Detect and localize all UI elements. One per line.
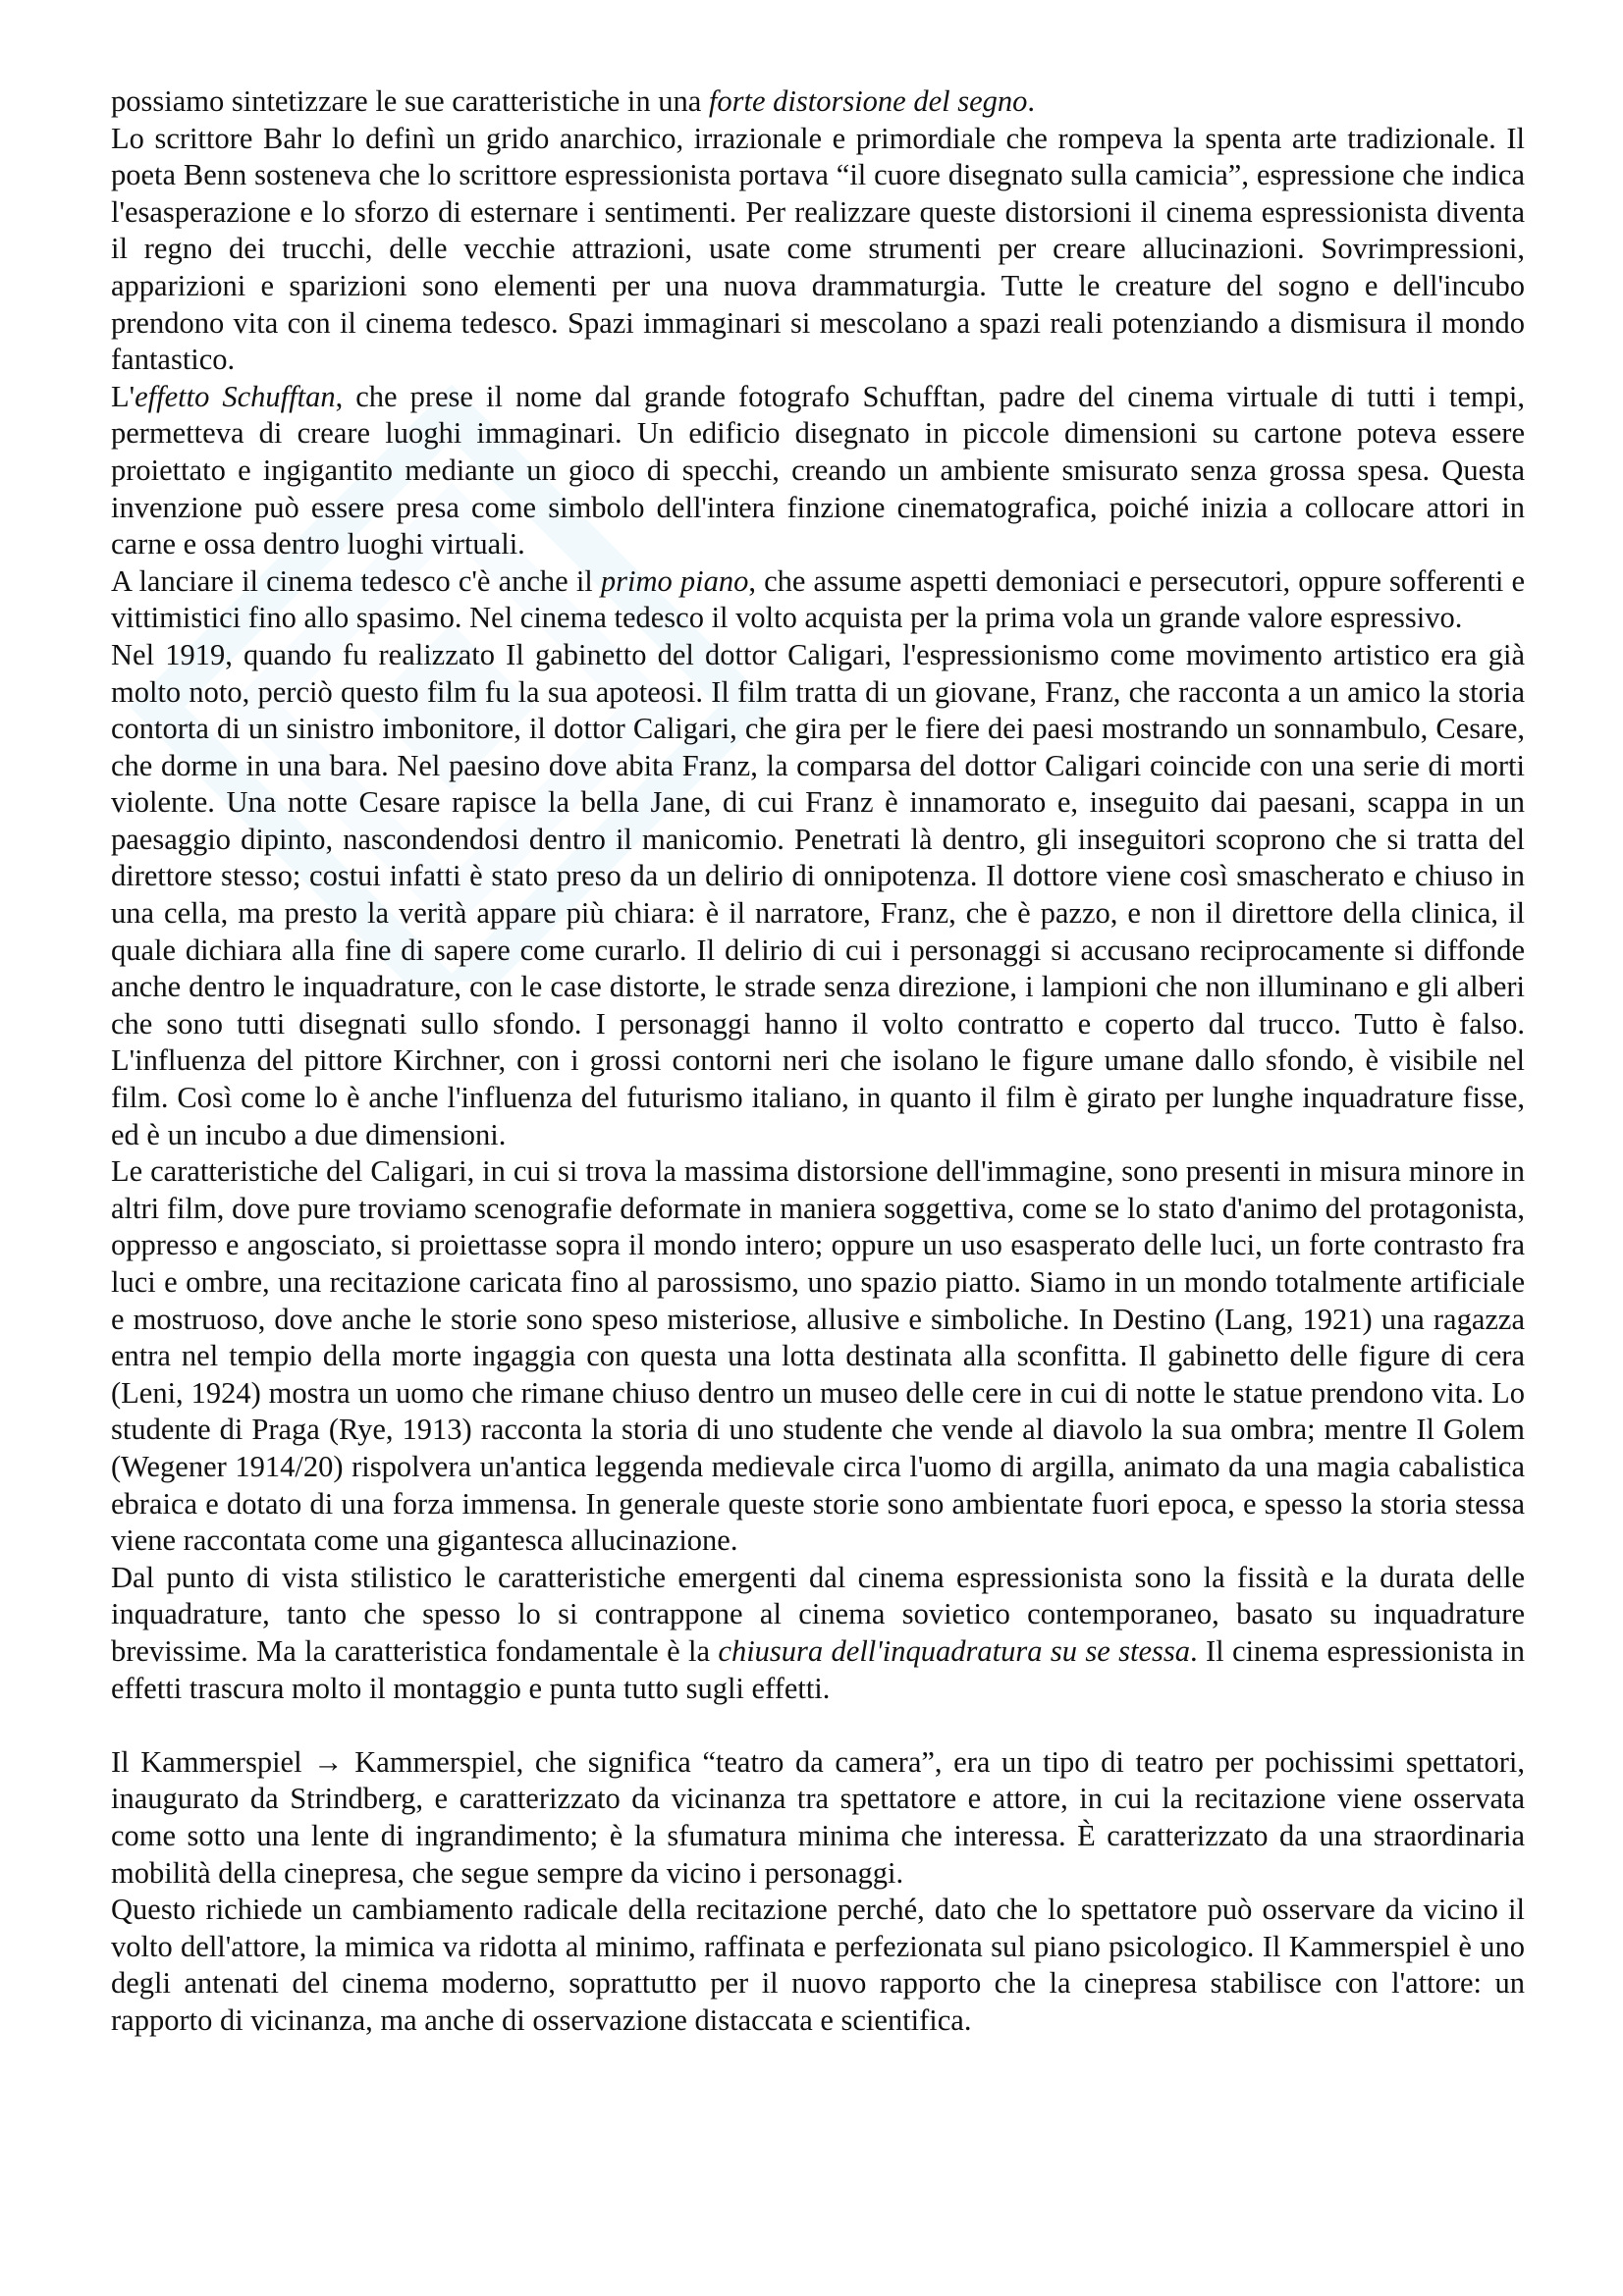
text-run: .	[1027, 84, 1036, 118]
text-run: , che prese il nome dal grande fotografo Schufftan, padre del cinema virtuale di tutti i tempi, permetteva di creare luoghi immaginari. Un edificio disegnato in piccole dimensioni su cartone poteva essere proiettato e ingigantito mediante un gioco di specchi, creando un ambiente smisurato senza grossa spesa. Questa invenzione può essere presa come simbolo dell'intera finzione cinematografica, poiché inizia a collocare attori in carne e ossa dentro luoghi virtuali.	[111, 379, 1525, 561]
paragraph	[111, 379, 1525, 563]
italic-text: forte distorsione del segno	[708, 84, 1028, 118]
paragraph	[111, 637, 1525, 1153]
italic-text: primo piano	[600, 563, 749, 598]
text-run: Il Kammerspiel → Kammerspiel, che significa “teatro da camera”, era un tipo di teatro per pochissimi spettatori, inaugurato da Strindberg, e caratterizzato da vicinanza tra spettatore e attore, in cui la recitazione viene osservata come sotto una lente di ingrandimento; è la sfumatura minima che interessa. È caratterizzato da una straordinaria mobilità della cinepresa, che segue sempre da vicino i personaggi.	[111, 1744, 1525, 1890]
text-run: A lanciare il cinema tedesco c'è anche il	[111, 563, 601, 598]
text-run: Dal punto di vista stilistico le caratteristiche emergenti dal cinema espressionista sono la fissità e la durata delle inquadrature, tanto che spesso lo si contrappone al cinema sovietico contemporaneo, basato su inquadrature brevissime. Ma la caratteristica fondamentale è la	[111, 1560, 1525, 1668]
text-run: Nel 1919, quando fu realizzato Il gabinetto del dottor Caligari, l'espressionismo come movimento artistico era già molto noto, perciò questo film fu la sua apoteosi. Il film tratta di un giovane, Franz, che racconta a un amico la storia contorta di un sinistro imbonitore, il dottor Caligari, che gira per le fiere dei paesi mostrando un sonnambulo, Cesare, che dorme in una bara. Nel paesino dove abita Franz, la comparsa del dottor Caligari coincide con una serie di morti violente. Una notte Cesare rapisce la bella Jane, di cui Franz è innamorato e, inseguito dai paesani, scappa in un paesaggio dipinto, nascondendosi dentro il manicomio. Penetrati là dentro, gli inseguitori scoprono che si tratta del direttore stesso; costui infatti è stato preso da un delirio di onnipotenza. Il dottore viene così smascherato e chiuso in una cella, ma presto la verità appare più chiara: è il narratore, Franz, che è pazzo, e non il direttore della clinica, il quale dichiara alla fine di sapere come curarlo. Il delirio di cui i personaggi si accusano reciprocamente si diffonde anche dentro le inquadrature, con le case distorte, le strade senza direzione, i lampioni che non illuminano e gli alberi che sono tutti disegnati sullo sfondo. I personaggi hanno il volto contratto e coperto dal trucco. Tutto è falso. L'influenza del pittore Kirchner, con i grossi contorni neri che isolano le figure umane dallo sfondo, è visibile nel film. Così come lo è anche l'influenza del futurismo italiano, in quanto il film è girato per lunghe inquadrature fisse, ed è un incubo a due dimensioni.	[111, 637, 1525, 1151]
text-run: Questo richiede un cambiamento radicale della recitazione perché, dato che lo spettatore può osservare da vicino il volto dell'attore, la mimica va ridotta al minimo, raffinata e perfezionata sul piano psicologico. Il Kammerspiel è uno degli antenati del cinema moderno, soprattutto per il nuovo rapporto che la cinepresa stabilisce con l'attore: un rapporto di vicinanza, ma anche di osservazione distaccata e scientifica.	[111, 1893, 1525, 2037]
text-run: . Il cinema espressionista in effetti trascura molto il montaggio e punta tutto sugli effetti.	[111, 1633, 1525, 1705]
paragraph	[111, 1153, 1525, 1560]
italic-text: effetto Schufftan	[135, 379, 336, 413]
paragraph	[111, 83, 1525, 121]
text-run: L'	[111, 379, 135, 413]
italic-text: chiusura dell'inquadratura su se stessa	[718, 1633, 1191, 1668]
paragraph	[111, 563, 1525, 637]
paragraph	[111, 1560, 1525, 1707]
paragraph	[111, 121, 1525, 379]
text-run: possiamo sintetizzare le sue caratteristiche in una	[111, 84, 709, 118]
paragraph	[111, 1892, 1525, 2039]
paragraph-gap	[111, 1707, 1525, 1744]
text-run: , che assume aspetti demoniaci e persecutori, oppure sofferenti e vittimistici fino allo spasimo. Nel cinema tedesco il volto acquista per la prima vola un grande valore espressivo.	[111, 563, 1525, 635]
document-body	[111, 83, 1525, 2039]
text-run: Le caratteristiche del Caligari, in cui si trova la massima distorsione dell'immagine, sono presenti in misura minore in altri film, dove pure troviamo scenografie deformate in maniera soggettiva, come se lo stato d'animo del protagonista, oppresso e angosciato, si proiettasse sopra il mondo intero; oppure un uso esasperato delle luci, un forte contrasto fra luci e ombre, una recitazione caricata fino al parossismo, uno spazio piatto. Siamo in un mondo totalmente artificiale e mostruoso, dove anche le storie sono speso misteriose, allusive e simboliche. In Destino (Lang, 1921) una ragazza entra nel tempio della morte ingaggia con questa una lotta destinata alla sconfitta. Il gabinetto delle figure di cera (Leni, 1924) mostra un uomo che rimane chiuso dentro un museo delle cere in cui di notte le statue prendono vita. Lo studente di Praga (Rye, 1913) racconta la storia di uno studente che vende al diavolo la sua ombra; mentre Il Golem (Wegener 1914/20) rispolvera un'antica leggenda medievale circa l'uomo di argilla, animato da una magia cabalistica ebraica e dotato di una forza immensa. In generale queste storie sono ambientate fuori epoca, e spesso la storia stessa viene raccontata come una gigantesca allucinazione.	[111, 1154, 1525, 1558]
paragraph	[111, 1744, 1525, 1892]
text-run: Lo scrittore Bahr lo definì un grido anarchico, irrazionale e primordiale che rompeva la spenta arte tradizionale. Il poeta Benn sosteneva che lo scrittore espressionista portava “il cuore disegnato sulla camicia”, espressione che indica l'esasperazione e lo sforzo di esternare i sentimenti. Per realizzare queste distorsioni il cinema espressionista diventa il regno dei trucchi, delle vecchie attrazioni, usate come strumenti per creare allucinazioni. Sovrimpressioni, apparizioni e sparizioni sono elementi per una nuova drammaturgia. Tutte le creature del sogno e dell'incubo prendono vita con il cinema tedesco. Spazi immaginari si mescolano a spazi reali potenziando a dismisura il mondo fantastico.	[111, 121, 1525, 377]
